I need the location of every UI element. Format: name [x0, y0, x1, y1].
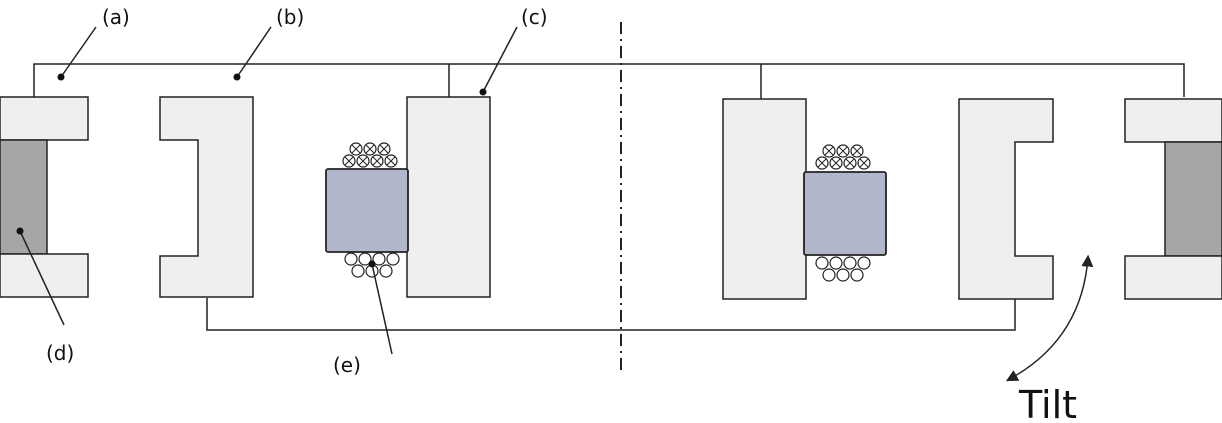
- left-magnet: [326, 169, 408, 252]
- tilt-label: Tilt: [1019, 383, 1078, 423]
- label-c: (c): [521, 5, 548, 29]
- left-c-block: [160, 97, 253, 297]
- left-coil-top: [343, 143, 397, 167]
- bottom-bus-line: [207, 298, 1015, 330]
- right-c-block: [959, 99, 1053, 299]
- right-coil-bottom: [816, 257, 870, 281]
- right-magnet: [804, 172, 886, 255]
- label-b: (b): [276, 5, 305, 29]
- label-a: (a): [102, 5, 130, 29]
- label-d: (d): [46, 341, 75, 365]
- right-outer-block: [1125, 99, 1222, 299]
- leader-a: [58, 27, 97, 81]
- right-coil-top: [816, 145, 870, 169]
- top-bus-line: [34, 64, 1184, 99]
- right-tall-block: [723, 99, 806, 299]
- leader-c: [480, 27, 518, 96]
- leader-b: [234, 27, 272, 81]
- label-e: (e): [333, 353, 361, 377]
- left-outer-block: [0, 97, 88, 297]
- left-tall-block: [407, 97, 490, 297]
